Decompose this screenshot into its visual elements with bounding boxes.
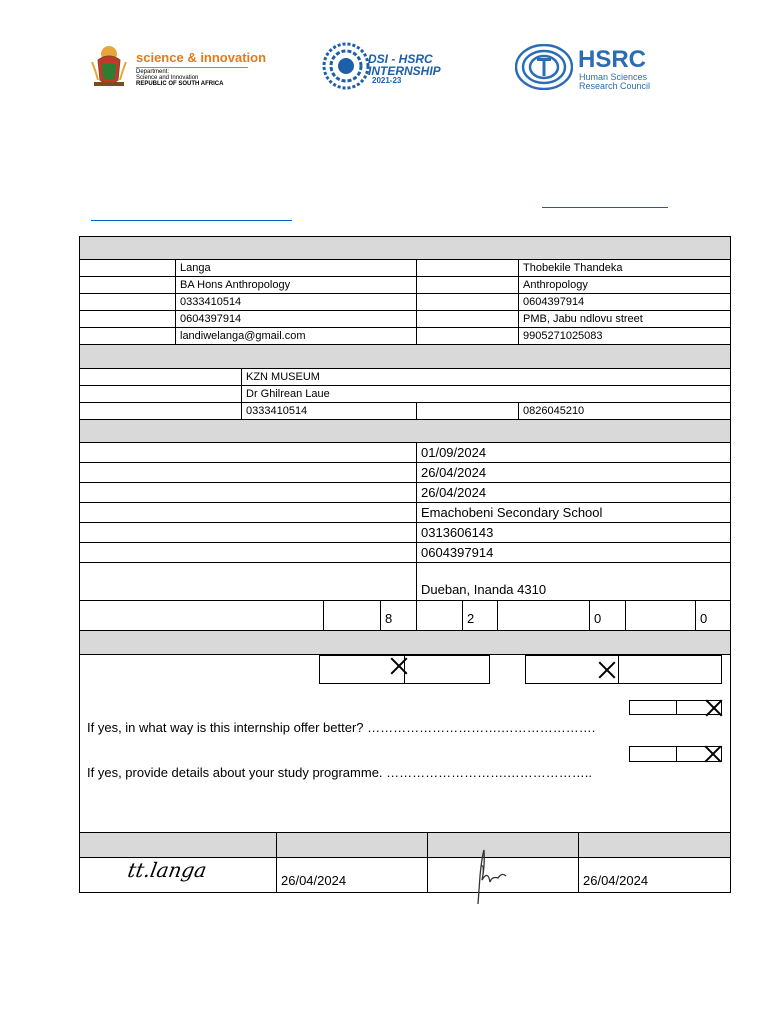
details-label-3 [79,482,417,503]
sig-header-2 [276,832,428,858]
dsi-divider [136,67,248,68]
internship-line3: 2021-23 [372,76,402,85]
internship-line1: DSI - HSRC [368,52,433,66]
host-label-1 [79,368,242,386]
personal-label-6 [416,293,519,311]
num-label-2 [323,600,381,631]
personal-label-7 [79,310,176,328]
supervisor-signature-icon [470,846,510,906]
num-label-1 [79,600,324,631]
intern-signature: tt.langa [125,858,209,882]
qualification-value: BA Hons Anthropology [175,276,417,294]
yes-box-q2[interactable] [629,746,677,762]
hsrc-emblem-icon [515,44,573,90]
tel-home-value: 0333410514 [175,293,417,311]
hyperlink-underline-left[interactable] [91,220,292,221]
cell-value: 0604397914 [518,293,731,311]
details-label-1 [79,442,417,463]
option-box-2b[interactable] [618,655,722,684]
school-tel1-value: 0313606143 [416,522,731,543]
intern-date-value: 26/04/2024 [276,857,428,893]
section-personal-header [79,236,731,260]
date1-value: 01/09/2024 [416,442,731,463]
num2-value: 2 [462,600,498,631]
personal-label-1 [79,259,176,277]
check-mark-icon-1 [390,657,408,675]
hsrc-line2: Research Council [579,81,651,91]
option-box-1b[interactable] [404,655,490,684]
personal-label-2 [416,259,519,277]
email-value: landiwelanga@gmail.com [175,327,417,345]
host-institution-value: KZN MUSEUM [241,368,731,386]
personal-label-4 [416,276,519,294]
dsi-logo [90,42,267,92]
address-value: PMB, Jabu ndlovu street [518,310,731,328]
host-cell-value: 0826045210 [518,402,731,420]
personal-label-5 [79,293,176,311]
num-label-3 [416,600,463,631]
school-value: Emachobeni Secondary School [416,502,731,523]
first-names-value: Thobekile Thandeka [518,259,731,277]
check-mark-icon-2 [598,661,616,679]
host-label-3 [79,402,242,420]
hyperlink-underline-right[interactable] [542,207,668,208]
details-label-4 [79,502,417,523]
dsi-name: science & innovation [136,50,267,65]
sig-header-1 [79,832,277,858]
host-label-4 [416,402,519,420]
phone-alt-value: 0604397914 [175,310,417,328]
check-mark-icon-4 [704,745,722,763]
hsrc-logo [515,44,680,92]
personal-label-3 [79,276,176,294]
num-label-5 [625,600,696,631]
num3-value: 0 [589,600,626,631]
school-address-value [416,562,731,601]
dsi-line2: Science and Innovation [136,75,199,81]
dsi-line1: Department: [136,69,170,75]
num-label-4 [497,600,590,631]
details-label-6 [79,542,417,563]
sig-header-4 [578,832,731,858]
question-1-text: If yes, in what way is this internship offer better? ………………………….…………………. [87,720,596,735]
dsi-line3: REPUBLIC OF SOUTH AFRICA [136,81,224,87]
num1-value: 8 [380,600,417,631]
details-label-2 [79,462,417,483]
school-tel2-value: 0604397914 [416,542,731,563]
check-mark-icon-3 [705,699,723,717]
section-host-header [79,344,731,369]
supervisor-date-value: 26/04/2024 [578,857,731,893]
personal-label-8 [416,310,519,328]
field-value: Anthropology [518,276,731,294]
section-questions-header [79,630,731,655]
id-number-value: 9905271025083 [518,327,731,345]
host-supervisor-value: Dr Ghilrean Laue [241,385,731,403]
internship-line2: INTERNSHIP [368,64,441,78]
internship-emblem-icon [322,42,370,90]
host-label-2 [79,385,242,403]
internship-logo [322,42,441,90]
date3-value: 26/04/2024 [416,482,731,503]
question-2-text: If yes, provide details about your study programme. ……………………….……………….. [87,765,592,780]
surname-value: Langa [175,259,417,277]
hsrc-line1: Human Sciences [579,72,648,82]
details-label-5 [79,522,417,543]
personal-label-10 [416,327,519,345]
hsrc-name: HSRC [578,46,647,73]
num4-value: 0 [695,600,731,631]
yes-box-q1[interactable] [629,700,677,715]
host-tel-value: 0333410514 [241,402,417,420]
details-label-7 [79,562,417,601]
personal-label-9 [79,327,176,345]
section-details-header [79,419,731,443]
school-address-text: Dueban, Inanda 4310 [421,582,547,597]
date2-value: 26/04/2024 [416,462,731,483]
coat-of-arms-icon [90,42,128,92]
